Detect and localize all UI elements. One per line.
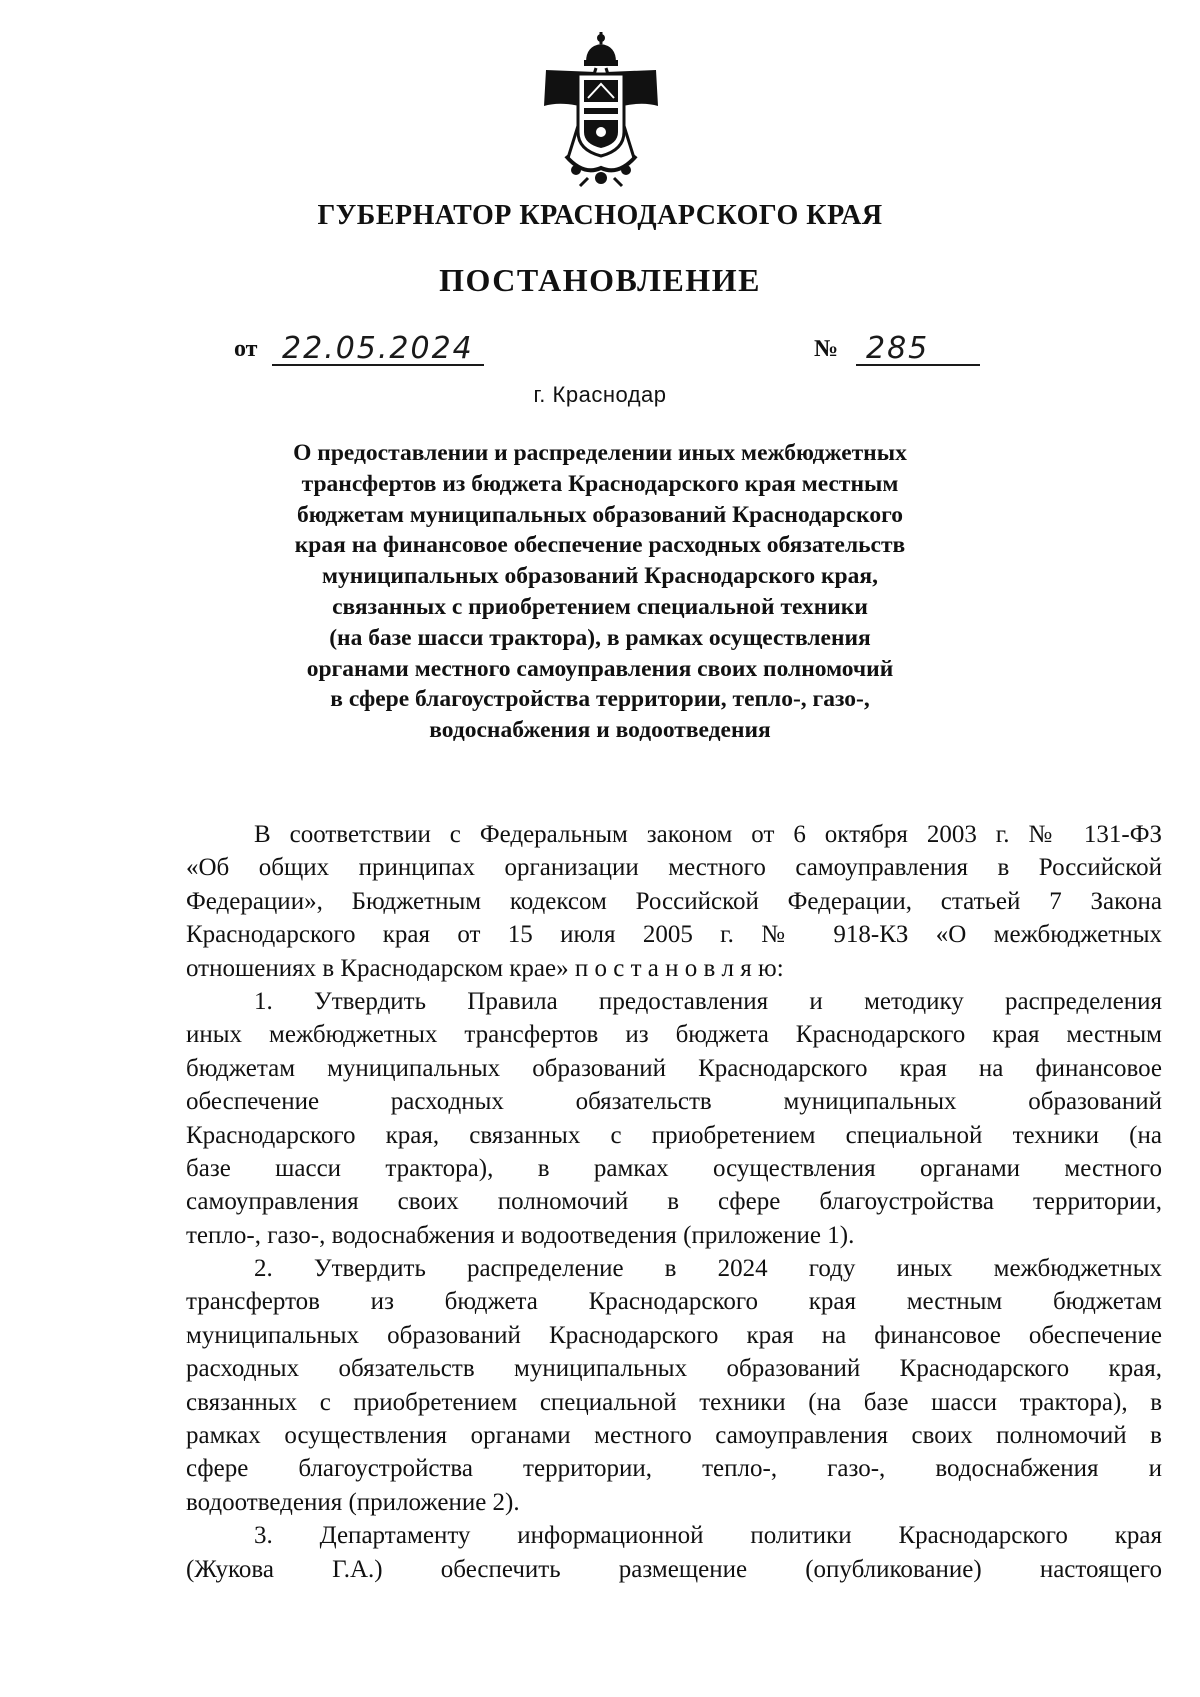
date-number-line (234, 330, 980, 376)
handwritten-date: 22.05.2024 (282, 331, 474, 366)
body-line: 3. Департаменту информационной политики Краснодарского края (254, 1522, 1162, 1550)
body-line: базе шасси трактора), в рамках осуществления органами местного (186, 1154, 1162, 1182)
subject-line: муниципальных образований Краснодарского края, (322, 563, 878, 590)
subject-line: связанных с приобретением специальной техники (332, 593, 868, 620)
body-line: тепло-, газо-, водоснабжения и водоотведения (приложение 1). (186, 1221, 855, 1249)
subject-line: водоснабжения и водоотведения (429, 717, 771, 744)
body-line: В соответствии с Федеральным законом от 6 октября 2003 г. № 131-ФЗ (254, 821, 1162, 848)
subject-line: (на базе шасси трактора), в рамках осуществления (329, 624, 871, 651)
subject-line: трансфертов из бюджета Краснодарского края местным (301, 470, 899, 497)
subject-line: О предоставлении и распределении иных межбюджетных (293, 440, 907, 466)
body-line: 2. Утвердить распределение в 2024 году иных межбюджетных (254, 1255, 1162, 1283)
subject-line: в сфере благоустройства территории, тепло-, газо-, (330, 686, 870, 713)
body-line: 1. Утвердить Правила предоставления и методику распределения (254, 987, 1162, 1015)
body-line: Краснодарского края, связанных с приобретением специальной техники (на (186, 1121, 1162, 1149)
body-line: трансфертов из бюджета Краснодарского края местным бюджетам (186, 1288, 1162, 1316)
body-line: расходных обязательств муниципальных образований Краснодарского края, (186, 1355, 1162, 1383)
body-line: (Жукова Г.А.) обеспечить размещение (опубликование) настоящего (186, 1555, 1162, 1583)
handwritten-number: 285 (866, 331, 930, 366)
body-line: сфере благоустройства территории, тепло-, газо-, водоснабжения и (186, 1455, 1162, 1483)
document-type: ПОСТАНОВЛЕНИЕ (439, 262, 761, 298)
body-line: самоуправления своих полномочий в сфере благоустройства территории, (186, 1188, 1162, 1216)
issuing-authority: ГУБЕРНАТОР КРАСНОДАРСКОГО КРАЯ (317, 200, 883, 231)
coat-of-arms-emblem (538, 28, 664, 188)
body-line: рамках осуществления органами местного самоуправления своих полномочий в (186, 1422, 1162, 1450)
number-prefix: № (814, 336, 839, 362)
document-body (186, 818, 1162, 1586)
body-line: Федерации», Бюджетным кодексом Российской Федерации, статьей 7 Закона (186, 887, 1162, 915)
body-line: отношениях в Краснодарском крае» п о с т а н о в л я ю: (186, 954, 784, 982)
body-line: «Об общих принципах организации местного самоуправления в Российской (186, 854, 1162, 882)
body-line: Краснодарского края от 15 июля 2005 г. № 918-КЗ «О межбюджетных (186, 921, 1162, 949)
body-line: муниципальных образований Краснодарского края на финансовое обеспечение (186, 1321, 1162, 1349)
body-line: иных межбюджетных трансфертов из бюджета Краснодарского края местным (186, 1021, 1162, 1049)
subject-line: органами местного самоуправления своих полномочий (306, 655, 894, 682)
date-prefix: от (234, 336, 258, 362)
city-line: г. Краснодар (533, 382, 667, 407)
body-line: обеспечение расходных обязательств муниципальных образований (186, 1088, 1162, 1116)
date-field (272, 330, 484, 366)
body-line: бюджетам муниципальных образований Краснодарского края на финансовое (186, 1054, 1162, 1082)
number-field (856, 330, 980, 366)
subject-line: края на финансовое обеспечение расходных обязательств (294, 532, 906, 559)
body-line: водоотведения (приложение 2). (186, 1488, 520, 1516)
subject-line: бюджетам муниципальных образований Краснодарского (297, 501, 903, 528)
body-line: связанных с приобретением специальной техники (на базе шасси трактора), в (186, 1388, 1162, 1416)
document-subject (220, 438, 980, 746)
